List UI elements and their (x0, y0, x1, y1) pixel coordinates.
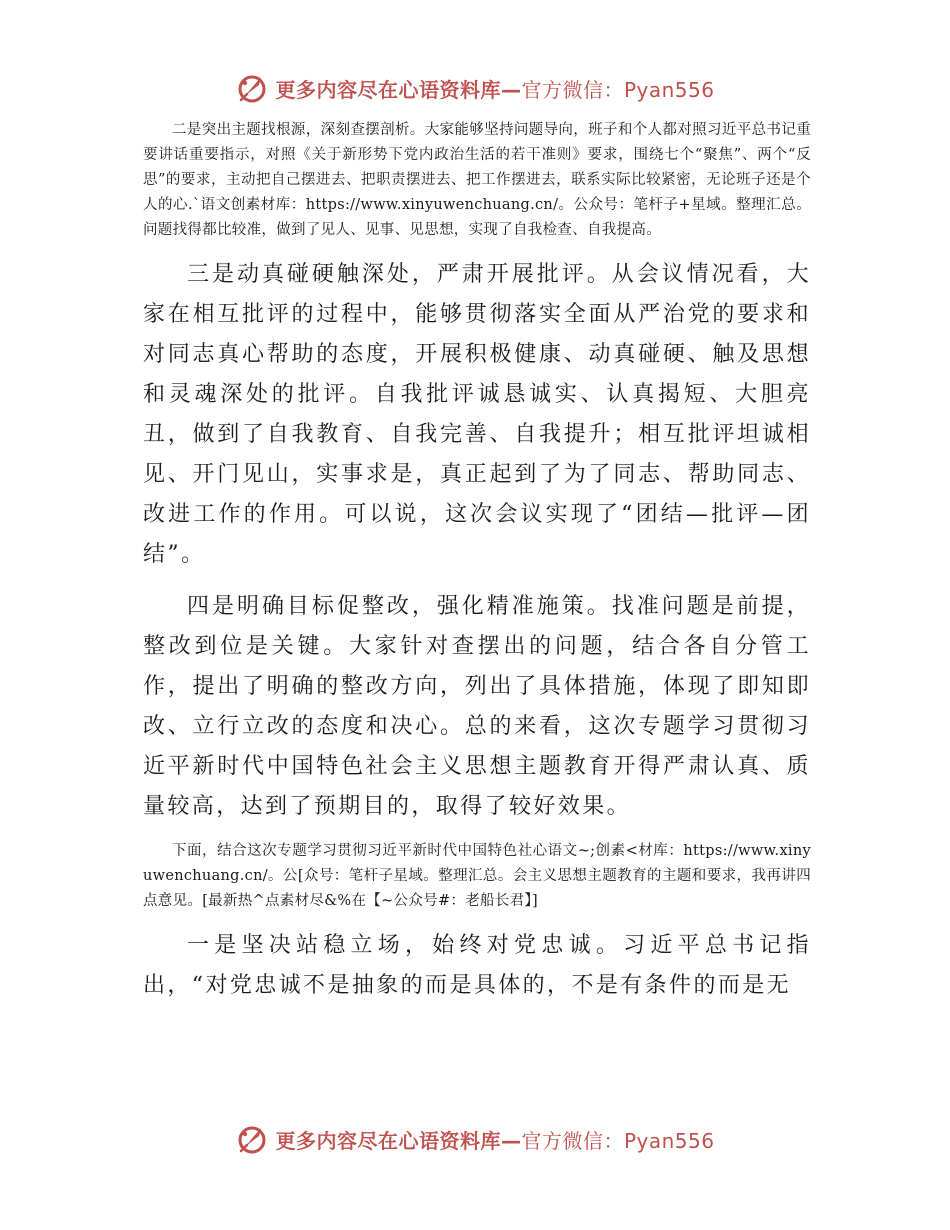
document-body (143, 118, 811, 1018)
banner-wechat-text: 官方微信：Pyan556 (521, 77, 715, 102)
paragraph-4-rectification: 四是明确目标促整改，强化精准施策。找准问题是前提，整改到位是关键。大家针对查摆出的问题，结合各自分管工作，提出了明确的整改方向，列出了具体措施，体现了即知即改、立行立改的态度和决心。总的来看，这次专题学习贯彻习近平新时代中国特色社会主义思想主题教育开得严肃认真、质量较高，达到了预期目的，取得了较好效果。 (143, 594, 811, 819)
quill-logo-icon (235, 1122, 269, 1156)
banner-dash: — (500, 1128, 522, 1153)
banner-main-text: 更多内容尽在心语资料库 (275, 1128, 501, 1153)
paragraph-2-root-cause: 二是突出主题找根源，深刻查摆剖析。大家能够坚持问题导向，班子和个人都对照习近平总书记重要讲话重要指示，对照《关于新形势下党内政治生活的若干准则》要求，围绕七个“聚焦”、两个“反思”的要求，主动把自己摆进去、把职责摆进去、把工作摆进去，联系实际比较紧密，无论班子还是个人的心.`语文创素材库：https://www.xinyuwenchuang.cn/。公众号：笔杆子+星域。整理汇总。问题找得都比较准，做到了见人、见事、见思想，实现了自我检查、自我提高。 (143, 122, 811, 238)
banner-text (275, 1125, 714, 1154)
paragraph-3-criticism: 三是动真碰硬触深处，严肃开展批评。从会议情况看，大家在相互批评的过程中，能够贯彻落实全面从严治党的要求和对同志真心帮助的态度，开展积极健康、动真碰硬、触及思想和灵魂深处的批评。自我批评诚恳诚实、认真揭短、大胆亮丑，做到了自我教育、自我完善、自我提升；相互批评坦诚相见、开门见山，实事求是，真正起到了为了同志、帮助同志、改进工作的作用。可以说，这次会议实现了“团结—批评—团结”。 (143, 262, 811, 567)
header-banner (0, 68, 950, 108)
paragraph-1-loyalty: 一是坚决站稳立场，始终对党忠诚。习近平总书记指出，“对党忠诚不是抽象的而是具体的，不是有条件的而是无 (143, 933, 811, 998)
banner-text (275, 74, 714, 103)
paragraph-transition: 下面，结合这次专题学习贯彻习近平新时代中国特色社心语文~;创素<材库：https://www.xinyuwenchuang.cn/。公[众号：笔杆子星域。整理汇总。会主义思想主题教育的主题和要求，我再讲四点意见。[最新热^点素材尽&%在【~公众号#：老船长君】] (143, 843, 811, 909)
footer-banner (0, 1119, 950, 1159)
banner-main-text: 更多内容尽在心语资料库 (275, 77, 501, 102)
banner-dash: — (500, 77, 522, 102)
quill-logo-icon (235, 71, 269, 105)
banner-wechat-text: 官方微信：Pyan556 (521, 1128, 715, 1153)
